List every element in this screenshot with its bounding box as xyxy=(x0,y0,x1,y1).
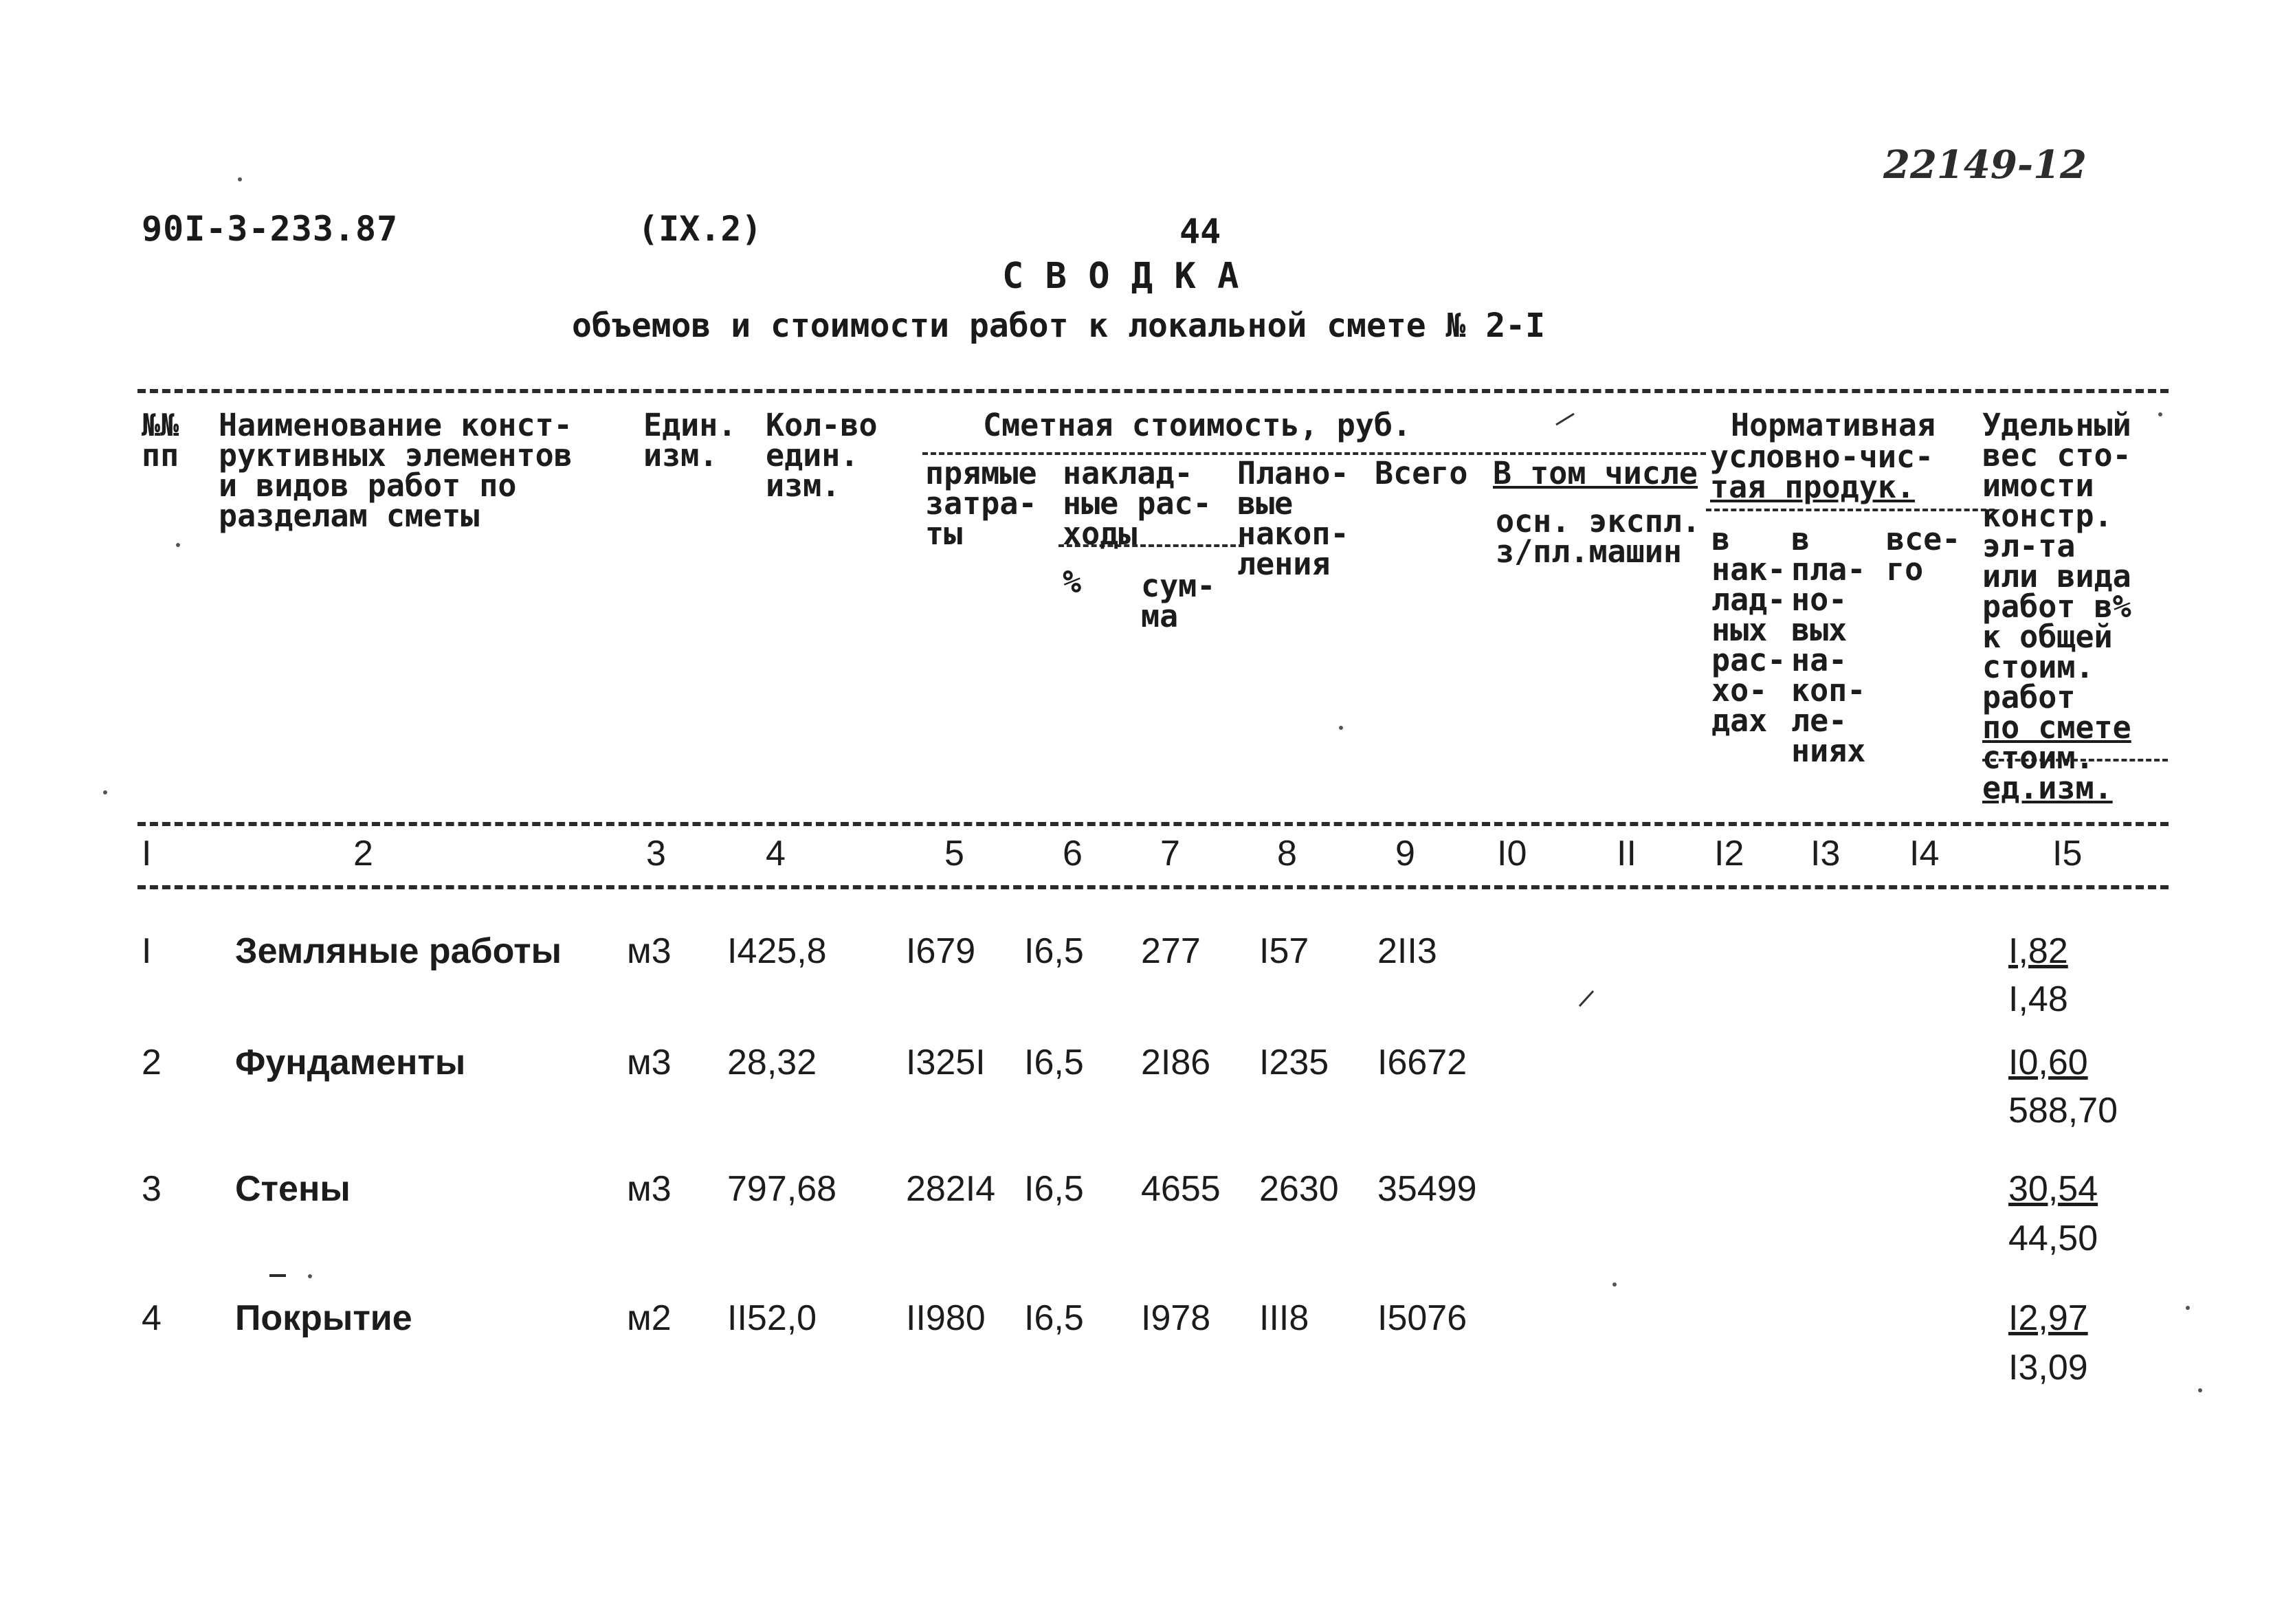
overhead-sum: I978 xyxy=(1141,1298,1211,1338)
pen-tick-mark xyxy=(1578,990,1595,1008)
quantity: 28,32 xyxy=(727,1043,817,1082)
document-title: С В О Д К А xyxy=(1002,256,1239,297)
share-percent: I2,97 xyxy=(2008,1298,2088,1338)
column-numbers-rule xyxy=(137,885,2169,889)
scan-speck xyxy=(238,177,242,181)
overhead-percent: I6,5 xyxy=(1024,1298,1084,1338)
column-number: I0 xyxy=(1497,834,1527,874)
column-number: II xyxy=(1617,834,1637,874)
planned-savings: I235 xyxy=(1259,1043,1329,1082)
overhead-percent: I6,5 xyxy=(1024,1043,1084,1082)
direct-costs: I325I xyxy=(906,1043,986,1082)
scan-speck xyxy=(2198,1388,2202,1392)
total-cost: 2II3 xyxy=(1377,931,1437,971)
column-number: I2 xyxy=(1714,834,1744,874)
scan-speck xyxy=(269,1274,286,1277)
column-number: 2 xyxy=(353,834,373,874)
total-cost: I5076 xyxy=(1377,1298,1467,1338)
scan-speck xyxy=(2158,412,2162,416)
overhead-percent: I6,5 xyxy=(1024,1169,1084,1209)
column-number: I3 xyxy=(1810,834,1841,874)
row-number: 3 xyxy=(142,1169,162,1209)
column-number: I xyxy=(142,834,152,874)
column-number: 7 xyxy=(1160,834,1180,874)
unit: м3 xyxy=(627,931,672,971)
section-code: (IX.2) xyxy=(638,209,762,249)
total-cost: I6672 xyxy=(1377,1043,1467,1082)
document-code: 90I-3-233.87 xyxy=(142,209,399,249)
column-number: 6 xyxy=(1063,834,1083,874)
scan-speck xyxy=(176,543,180,547)
unit: м2 xyxy=(627,1298,672,1338)
scan-speck xyxy=(1612,1282,1617,1287)
work-name: Земляные работы xyxy=(235,931,562,971)
share-percent: I,82 xyxy=(2008,931,2068,971)
row-number: 2 xyxy=(142,1043,162,1082)
quantity: 797,68 xyxy=(727,1169,837,1209)
column-number: 3 xyxy=(646,834,666,874)
header-norm-group: Нормативная xyxy=(1731,407,1936,443)
column-number: 8 xyxy=(1277,834,1297,874)
page-number: 44 xyxy=(1179,212,1221,252)
column-number: 5 xyxy=(944,834,964,874)
overhead-sum: 277 xyxy=(1141,931,1201,971)
scan-speck xyxy=(2186,1306,2190,1310)
planned-savings: 2630 xyxy=(1259,1169,1339,1209)
column-number: I4 xyxy=(1909,834,1940,874)
unit-cost: 588,70 xyxy=(2008,1091,2118,1131)
planned-savings: I57 xyxy=(1259,931,1309,971)
total-cost: 35499 xyxy=(1377,1169,1477,1209)
column-number: 9 xyxy=(1395,834,1415,874)
share-percent: I0,60 xyxy=(2008,1043,2088,1082)
overhead-sum: 2I86 xyxy=(1141,1043,1211,1082)
quantity: II52,0 xyxy=(727,1298,817,1338)
direct-costs: I679 xyxy=(906,931,976,971)
unit-cost: 44,50 xyxy=(2008,1219,2098,1258)
direct-costs: 282I4 xyxy=(906,1169,996,1209)
direct-costs: II980 xyxy=(906,1298,986,1338)
unit-cost: I,48 xyxy=(2008,979,2068,1019)
work-name: Стены xyxy=(235,1169,351,1209)
document-subtitle: объемов и стоимости работ к локальной смете № 2-I xyxy=(572,307,1546,345)
scan-speck xyxy=(103,790,107,794)
unit-cost: I3,09 xyxy=(2008,1348,2088,1388)
header-cost-group: Сметная стоимость, руб. xyxy=(983,407,1412,443)
scan-speck xyxy=(308,1274,312,1278)
header-col-9: Всего xyxy=(1375,455,1468,491)
table-top-rule xyxy=(137,389,2169,393)
document-page: 22149-12 90I-3-233.87 (IX.2) 44 С В О Д К А объемов и стоимости работ к локальной смете № 2-I №№ пп Наименование конст- руктивных элементов и видов работ по разделам сметы Един. изм. Кол-во един. изм. Сметная стоимость, руб. прямые затра- ты наклад- ные рас- ходы % сум- ма Плано- вые накоп- ления Всего В том числе осн. экспл. з/пл.машин Нормативная условно-чис- тая продук. в нак- лад- ных рас- хо- дах в пла- но- вых на- коп- ле- ниях все- го Удельный вес сто- имости констр. эл-та или вида работ в% к общей стоим. работ по смете стоим. ед.изм. I 2 3 4 5 6 7 8 9 I0 II I2 I3 I4 I5 I Земляные работы м3 I425,8 I679 I6,5 277 I57 2II3 I,82 I,48 2 Фундаменты м3 28,32 I325I I6,5 2I86 I235 I6672 I0,60 588,70 3 Стены м3 797,68 282I4 I6,5 4655 2630 35499 30,54 44,50 4 Покрытие м2 II52,0 II980 I6,5 I978 III8 I5076 I2,97 I3,09 xyxy=(0,0,2273,1624)
header-col-6: % xyxy=(1063,564,1082,600)
column-number: I5 xyxy=(2052,834,2083,874)
header-bottom-rule xyxy=(137,822,2169,826)
planned-savings: III8 xyxy=(1259,1298,1309,1338)
work-name: Фундаменты xyxy=(235,1043,466,1082)
quantity: I425,8 xyxy=(727,931,827,971)
overhead-sum: 4655 xyxy=(1141,1169,1221,1209)
norm-group-underline xyxy=(1706,509,1995,511)
share-percent: 30,54 xyxy=(2008,1169,2098,1209)
row-number: 4 xyxy=(142,1298,162,1338)
header-col-10-11-group: В том числе xyxy=(1493,455,1698,491)
row-number: I xyxy=(142,931,152,971)
work-name: Покрытие xyxy=(235,1298,412,1338)
pen-tick-mark xyxy=(1555,412,1575,426)
column-number: 4 xyxy=(766,834,786,874)
overhead-percent: I6,5 xyxy=(1024,931,1084,971)
unit: м3 xyxy=(627,1169,672,1209)
unit: м3 xyxy=(627,1043,672,1082)
handwritten-number: 22149-12 xyxy=(1883,142,2087,188)
scan-speck xyxy=(1339,726,1343,730)
